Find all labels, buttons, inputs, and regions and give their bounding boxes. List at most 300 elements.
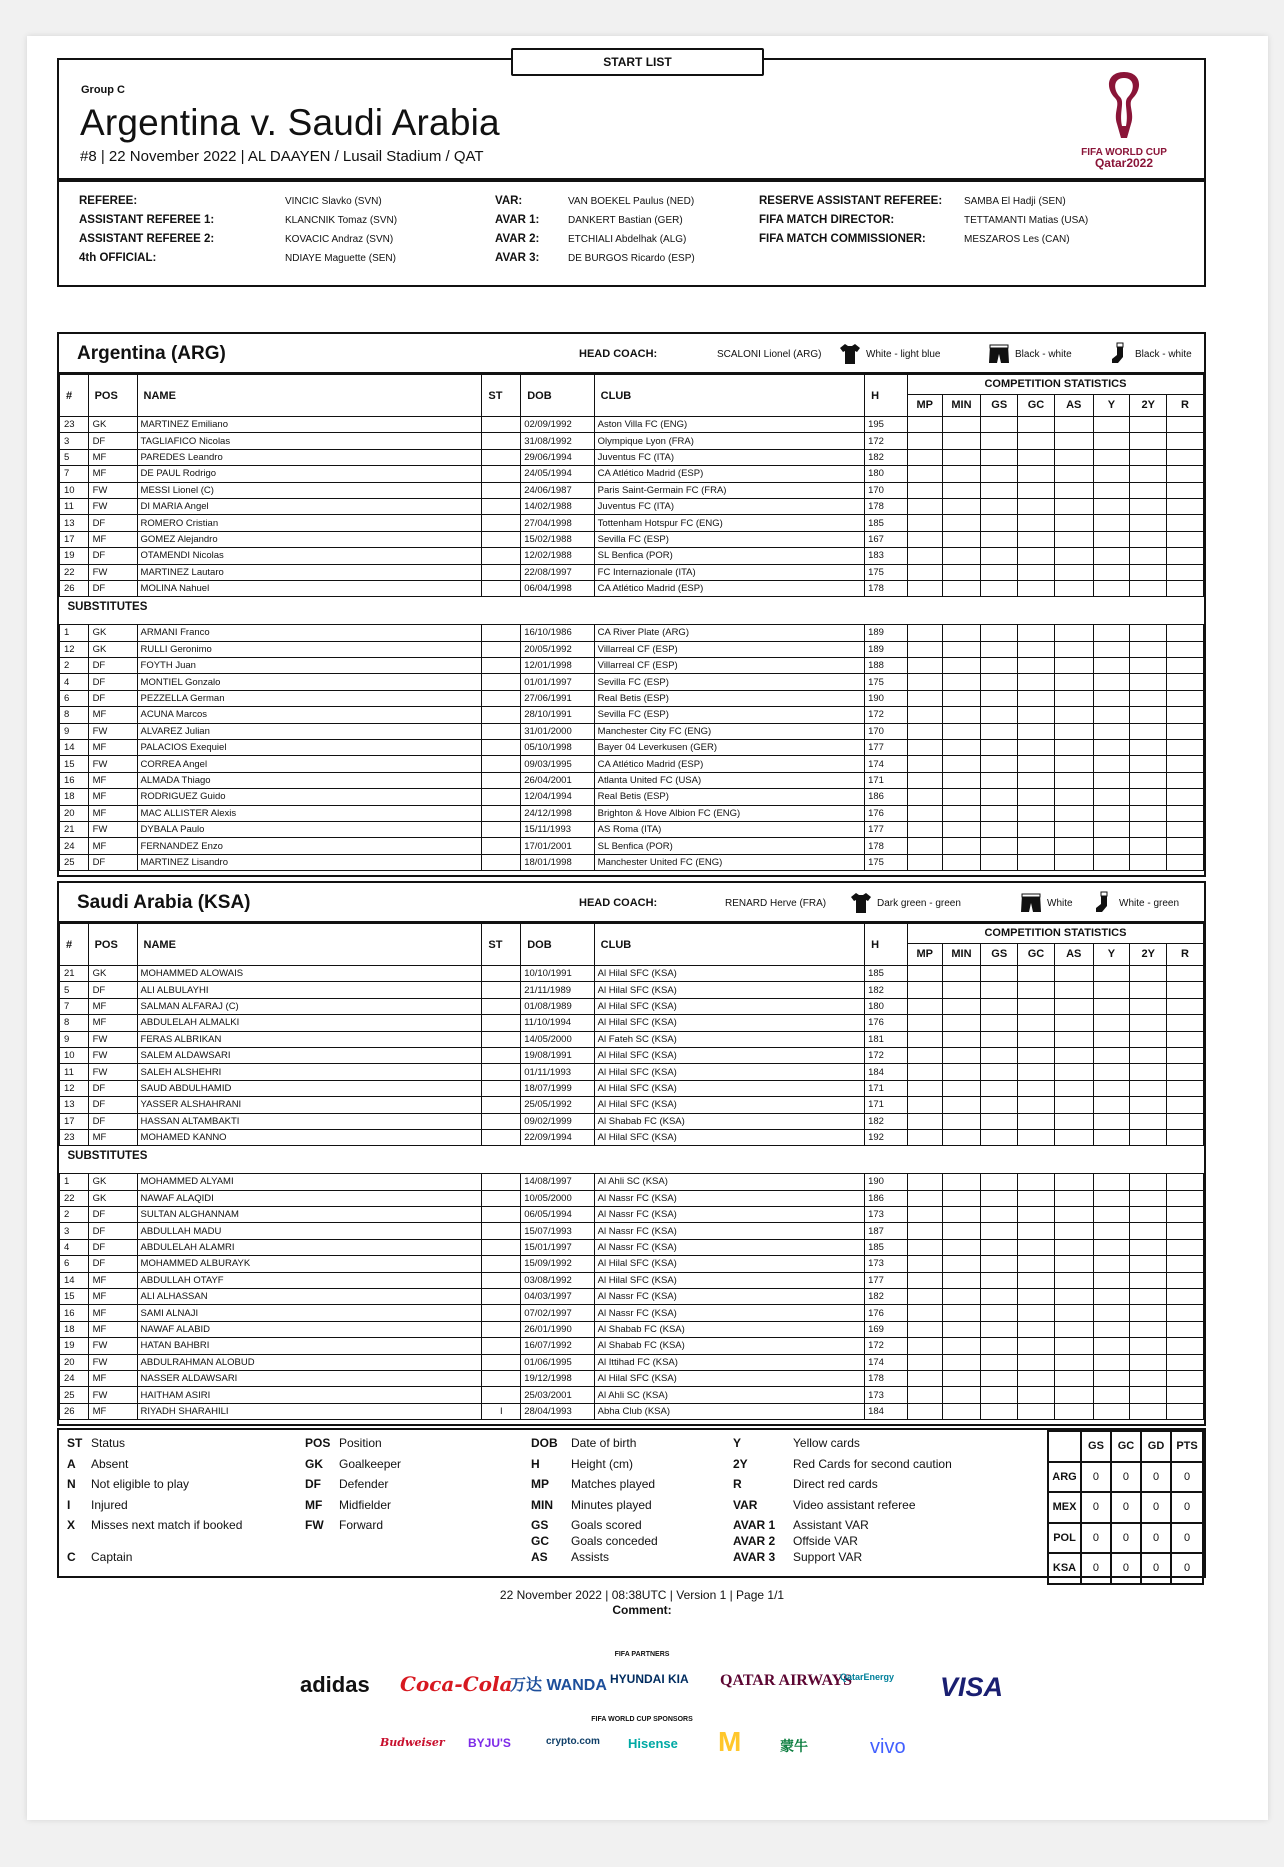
logo-line1: FIFA WORLD CUP (1081, 147, 1167, 158)
player-pos: MF (88, 1015, 137, 1031)
stat-cell (907, 1031, 942, 1047)
player-row (60, 482, 1204, 498)
stat-cell (981, 1113, 1018, 1129)
stat-cell (1093, 1064, 1130, 1080)
stat-cell (1093, 466, 1130, 482)
player-pos: DF (88, 515, 137, 531)
stat-cell (1130, 756, 1167, 772)
stat-cell (942, 998, 981, 1014)
stat-cell (1167, 548, 1204, 564)
official-role: REFEREE: (79, 195, 138, 207)
legend-value: Goals conceded (571, 1534, 658, 1548)
player-num: 6 (60, 690, 89, 706)
stat-cell (981, 515, 1018, 531)
stat-cell (1130, 498, 1167, 514)
player-name: MARTINEZ Lisandro (137, 854, 482, 870)
stat-cell (1130, 1256, 1167, 1272)
player-pos: FW (88, 1064, 137, 1080)
player-pos: MF (88, 998, 137, 1014)
stat-cell (1054, 772, 1093, 788)
legend-value: Status (91, 1436, 126, 1450)
stat-cell (981, 564, 1018, 580)
stat-cell (907, 805, 942, 821)
partner-logo: QATAR AIRWAYS (720, 1672, 853, 1689)
player-name: MOLINA Nahuel (137, 580, 482, 596)
player-pos: MF (88, 531, 137, 547)
player-row (60, 740, 1204, 756)
player-st (482, 707, 521, 723)
stat-cell (1093, 740, 1130, 756)
stat-cell (942, 1207, 981, 1223)
player-name: HAITHAM ASIRI (137, 1387, 482, 1403)
stat-cell (1130, 966, 1167, 982)
stat-cell (1054, 1064, 1093, 1080)
player-club: Al Nassr FC (KSA) (594, 1239, 864, 1255)
legend-key: C (67, 1550, 76, 1564)
player-name: SALMAN ALFARAJ (C) (137, 998, 482, 1014)
player-dob: 12/04/1994 (521, 789, 594, 805)
player-st (482, 998, 521, 1014)
player-num: 19 (60, 1338, 89, 1354)
player-club: Al Hilal SFC (KSA) (594, 1272, 864, 1288)
legend-key: AVAR 1 (733, 1518, 776, 1532)
stat-cell (1167, 998, 1204, 1014)
stat-cell (907, 723, 942, 739)
stat-cell (981, 1256, 1018, 1272)
legend-value: Forward (339, 1518, 384, 1532)
player-st (482, 1207, 521, 1223)
stat-cell (1093, 1174, 1130, 1190)
player-club: Al Hilal SFC (KSA) (594, 1097, 864, 1113)
player-pos: DF (88, 548, 137, 564)
stat-cell (981, 998, 1018, 1014)
stat-cell (981, 1031, 1018, 1047)
player-h: 175 (865, 674, 908, 690)
stat-cell (1167, 1256, 1204, 1272)
player-dob: 14/02/1988 (521, 498, 594, 514)
player-name: OTAMENDI Nicolas (137, 548, 482, 564)
player-st (482, 1239, 521, 1255)
player-club: Aston Villa FC (ENG) (594, 417, 864, 433)
standings-value: 0 (1081, 1553, 1111, 1584)
stat-cell (981, 1289, 1018, 1305)
player-club: Olympique Lyon (FRA) (594, 433, 864, 449)
stat-cell (942, 1321, 981, 1337)
stat-cell (1093, 789, 1130, 805)
standings-row (1048, 1492, 1203, 1523)
player-st (482, 690, 521, 706)
player-name: MOHAMMED ALYAMI (137, 1174, 482, 1190)
player-dob: 15/07/1993 (521, 1223, 594, 1239)
stat-cell (981, 982, 1018, 998)
stat-cell (907, 821, 942, 837)
stat-cell (1018, 1031, 1055, 1047)
stat-cell (907, 1113, 942, 1129)
player-club: Al Nassr FC (KSA) (594, 1207, 864, 1223)
stat-cell (1167, 1129, 1204, 1145)
player-name: RULLI Geronimo (137, 641, 482, 657)
stat-cell (1093, 1387, 1130, 1403)
player-h: 170 (865, 482, 908, 498)
team-name: Argentina (ARG) (77, 343, 226, 364)
player-dob: 26/04/2001 (521, 772, 594, 788)
stat-cell (1130, 1387, 1167, 1403)
legend-value: Height (cm) (571, 1457, 634, 1471)
player-club: SL Benfica (POR) (594, 548, 864, 564)
player-row (60, 756, 1204, 772)
stat-cell (907, 1272, 942, 1288)
stat-cell (1018, 723, 1055, 739)
legend-value: Midfielder (339, 1498, 392, 1512)
stat-cell (981, 1015, 1018, 1031)
partner-logos (300, 1668, 1020, 1704)
player-h: 173 (865, 1207, 908, 1223)
player-num: 12 (60, 641, 89, 657)
trophy-emblem-icon (1099, 68, 1149, 142)
stat-cell (1054, 466, 1093, 482)
player-h: 178 (865, 498, 908, 514)
player-name: HASSAN ALTAMBAKTI (137, 1113, 482, 1129)
stat-cell (1130, 998, 1167, 1014)
player-pos: FW (88, 482, 137, 498)
player-st (482, 789, 521, 805)
stat-cell (1167, 1289, 1204, 1305)
player-st (482, 1015, 521, 1031)
stat-cell (981, 1272, 1018, 1288)
stat-cell (1130, 1370, 1167, 1386)
stat-cell (1130, 789, 1167, 805)
player-h: 176 (865, 805, 908, 821)
player-st (482, 1031, 521, 1047)
stat-cell (1167, 1097, 1204, 1113)
player-dob: 03/08/1992 (521, 1272, 594, 1288)
stat-cell (1167, 498, 1204, 514)
stat-cell (1130, 1031, 1167, 1047)
start-list-tab: START LIST (511, 48, 764, 76)
player-dob: 18/07/1999 (521, 1080, 594, 1096)
group-standings (1047, 1430, 1204, 1585)
player-dob: 16/10/1986 (521, 625, 594, 641)
player-row (60, 1015, 1204, 1031)
legend-value: Minutes played (571, 1498, 652, 1512)
player-row (60, 1207, 1204, 1223)
stat-cell (907, 449, 942, 465)
stat-cell (1167, 1272, 1204, 1288)
stat-cell (1054, 531, 1093, 547)
player-st (482, 723, 521, 739)
team-header (59, 883, 1204, 923)
stat-cell (1054, 1370, 1093, 1386)
stat-cell (1018, 515, 1055, 531)
stat-cell (1018, 498, 1055, 514)
stat-cell (1018, 580, 1055, 596)
stat-cell (942, 1272, 981, 1288)
player-club: Manchester City FC (ENG) (594, 723, 864, 739)
competition-stats-header: COMPETITION STATISTICS (907, 375, 1203, 395)
stat-cell (1167, 1403, 1204, 1419)
player-row (60, 641, 1204, 657)
player-pos: MF (88, 1321, 137, 1337)
stat-cell (1167, 515, 1204, 531)
stat-cell (907, 854, 942, 870)
stat-cell (981, 580, 1018, 596)
stat-cell (1167, 1207, 1204, 1223)
player-name: YASSER ALSHAHRANI (137, 1097, 482, 1113)
player-h: 192 (865, 1129, 908, 1145)
player-club: Al Ahli SC (KSA) (594, 1387, 864, 1403)
player-dob: 05/10/1998 (521, 740, 594, 756)
legend-value: Goalkeeper (339, 1457, 402, 1471)
player-name: ABDULELAH ALAMRI (137, 1239, 482, 1255)
player-num: 2 (60, 1207, 89, 1223)
player-row (60, 1064, 1204, 1080)
stat-cell (981, 1305, 1018, 1321)
player-st (482, 1064, 521, 1080)
stat-cell (981, 1190, 1018, 1206)
stat-cell (1130, 1080, 1167, 1096)
stat-cell (1054, 548, 1093, 564)
player-num: 10 (60, 482, 89, 498)
player-st (482, 821, 521, 837)
player-dob: 26/01/1990 (521, 1321, 594, 1337)
player-dob: 27/04/1998 (521, 515, 594, 531)
stat-cell (1093, 1289, 1130, 1305)
legend-value: Defender (339, 1477, 389, 1491)
stat-cell (1093, 1338, 1130, 1354)
stat-header: Y (1093, 394, 1130, 416)
shirt-icon (838, 342, 862, 366)
stat-cell (1018, 466, 1055, 482)
team-name: Saudi Arabia (KSA) (77, 892, 251, 913)
player-num: 15 (60, 756, 89, 772)
player-st (482, 564, 521, 580)
legend-key: GC (531, 1534, 549, 1548)
stat-cell (1018, 1403, 1055, 1419)
player-num: 19 (60, 548, 89, 564)
shorts-colors: White (1047, 898, 1073, 909)
stat-cell (942, 1015, 981, 1031)
stat-cell (1093, 564, 1130, 580)
col-header-club: CLUB (594, 924, 864, 966)
stat-cell (907, 433, 942, 449)
stat-cell (1054, 498, 1093, 514)
stat-cell (1093, 805, 1130, 821)
player-name: RODRIGUEZ Guido (137, 789, 482, 805)
player-h: 181 (865, 1031, 908, 1047)
stat-cell (1018, 625, 1055, 641)
player-row (60, 772, 1204, 788)
player-st (482, 1305, 521, 1321)
stat-cell (1054, 982, 1093, 998)
stat-cell (942, 772, 981, 788)
player-num: 1 (60, 1174, 89, 1190)
stat-cell (1093, 723, 1130, 739)
player-club: Abha Club (KSA) (594, 1403, 864, 1419)
player-row (60, 433, 1204, 449)
player-st (482, 1370, 521, 1386)
player-row (60, 1223, 1204, 1239)
stat-cell (1054, 1305, 1093, 1321)
stat-cell (1130, 1354, 1167, 1370)
stat-cell (981, 740, 1018, 756)
substitutes-label: SUBSTITUTES (60, 1146, 1204, 1174)
standings-value: 0 (1081, 1523, 1111, 1554)
stat-cell (1167, 707, 1204, 723)
sponsor-logos (380, 1726, 940, 1760)
player-row (60, 1256, 1204, 1272)
stat-cell (1054, 674, 1093, 690)
player-pos: DF (88, 1256, 137, 1272)
stat-cell (1054, 1256, 1093, 1272)
stat-cell (1130, 449, 1167, 465)
legend-value: Date of birth (571, 1436, 637, 1450)
player-num: 14 (60, 740, 89, 756)
legend-value: Assists (571, 1550, 610, 1564)
player-name: FOYTH Juan (137, 658, 482, 674)
stat-cell (1018, 772, 1055, 788)
player-row (60, 1047, 1204, 1063)
stat-cell (1018, 433, 1055, 449)
stat-cell (1018, 1207, 1055, 1223)
stat-cell (981, 966, 1018, 982)
player-row (60, 838, 1204, 854)
col-header-name: NAME (137, 375, 482, 417)
stat-cell (907, 1080, 942, 1096)
player-h: 171 (865, 772, 908, 788)
col-header-st: ST (482, 375, 521, 417)
legend-value: Position (339, 1436, 382, 1450)
player-row (60, 1097, 1204, 1113)
player-h: 176 (865, 1015, 908, 1031)
player-num: 14 (60, 1272, 89, 1288)
stat-cell (942, 548, 981, 564)
stat-cell (1167, 658, 1204, 674)
stat-cell (1018, 821, 1055, 837)
player-row (60, 625, 1204, 641)
stat-cell (1054, 821, 1093, 837)
stat-cell (907, 1239, 942, 1255)
stat-cell (1093, 1223, 1130, 1239)
stat-cell (1054, 515, 1093, 531)
standings-value: 0 (1111, 1553, 1141, 1584)
stat-cell (1054, 1174, 1093, 1190)
official-role: ASSISTANT REFEREE 1: (79, 214, 215, 226)
sponsor-logo: M (718, 1726, 742, 1757)
sponsor-logo: 蒙牛 (780, 1738, 808, 1754)
player-row (60, 515, 1204, 531)
player-pos: DF (88, 658, 137, 674)
player-pos: MF (88, 1272, 137, 1288)
official-name: NDIAYE Maguette (SEN) (285, 253, 396, 264)
stat-cell (1130, 854, 1167, 870)
stat-cell (1054, 1047, 1093, 1063)
player-dob: 15/09/1992 (521, 1256, 594, 1272)
player-h: 177 (865, 821, 908, 837)
standings-value: 0 (1111, 1462, 1141, 1493)
player-name: PEZZELLA German (137, 690, 482, 706)
player-h: 182 (865, 1289, 908, 1305)
stat-cell (1093, 982, 1130, 998)
stat-cell (907, 1015, 942, 1031)
head-coach-label: HEAD COACH: (579, 897, 658, 909)
stat-cell (1018, 1015, 1055, 1031)
stat-header: MIN (942, 943, 981, 965)
player-h: 189 (865, 625, 908, 641)
player-club: Al Nassr FC (KSA) (594, 1223, 864, 1239)
stat-cell (1093, 1190, 1130, 1206)
standings-team: MEX (1048, 1492, 1081, 1523)
stat-cell (942, 854, 981, 870)
stat-cell (1167, 723, 1204, 739)
legend-value: Captain (91, 1550, 133, 1564)
player-row (60, 1031, 1204, 1047)
player-row (60, 821, 1204, 837)
legend-value: Matches played (571, 1477, 656, 1491)
competition-stats-header: COMPETITION STATISTICS (907, 924, 1203, 944)
player-st (482, 756, 521, 772)
player-pos: FW (88, 1387, 137, 1403)
player-dob: 25/05/1992 (521, 1097, 594, 1113)
standings-row (1048, 1553, 1203, 1584)
stat-header: 2Y (1130, 394, 1167, 416)
stat-cell (1054, 1272, 1093, 1288)
stat-cell (942, 1387, 981, 1403)
stat-cell (942, 498, 981, 514)
sponsors-label: FIFA WORLD CUP SPONSORS (591, 1716, 693, 1723)
player-num: 17 (60, 531, 89, 547)
stat-cell (1018, 1223, 1055, 1239)
team-argentina (57, 332, 1206, 877)
stat-header: AS (1054, 394, 1093, 416)
player-st (482, 838, 521, 854)
player-st (482, 1338, 521, 1354)
player-club: Al Ahli SC (KSA) (594, 1174, 864, 1190)
stat-cell (981, 1080, 1018, 1096)
stat-cell (1093, 1239, 1130, 1255)
player-st (482, 641, 521, 657)
stat-cell (907, 674, 942, 690)
stat-cell (981, 433, 1018, 449)
official-role: AVAR 1: (495, 214, 540, 226)
player-name: CORREA Angel (137, 756, 482, 772)
stat-header: MP (907, 943, 942, 965)
stat-cell (942, 580, 981, 596)
player-pos: MF (88, 740, 137, 756)
player-st (482, 580, 521, 596)
stat-cell (1130, 690, 1167, 706)
legend-key: DOB (531, 1436, 558, 1450)
stat-cell (1167, 580, 1204, 596)
player-name: MESSI Lionel (C) (137, 482, 482, 498)
stat-cell (1018, 1305, 1055, 1321)
stat-cell (981, 854, 1018, 870)
standings-value: 0 (1171, 1492, 1203, 1523)
stat-cell (981, 690, 1018, 706)
player-num: 18 (60, 789, 89, 805)
stat-cell (1093, 1272, 1130, 1288)
legend-value: Yellow cards (793, 1436, 860, 1450)
player-name: ABDULELAH ALMALKI (137, 1015, 482, 1031)
legend-key: AVAR 2 (733, 1534, 776, 1548)
stat-cell (1167, 1338, 1204, 1354)
legend-value: Goals scored (571, 1518, 642, 1532)
player-num: 5 (60, 982, 89, 998)
player-pos: GK (88, 625, 137, 641)
stat-cell (1130, 674, 1167, 690)
partner-logo: Coca-Cola (400, 1672, 513, 1696)
player-h: 172 (865, 1047, 908, 1063)
player-club: Al Hilal SFC (KSA) (594, 998, 864, 1014)
